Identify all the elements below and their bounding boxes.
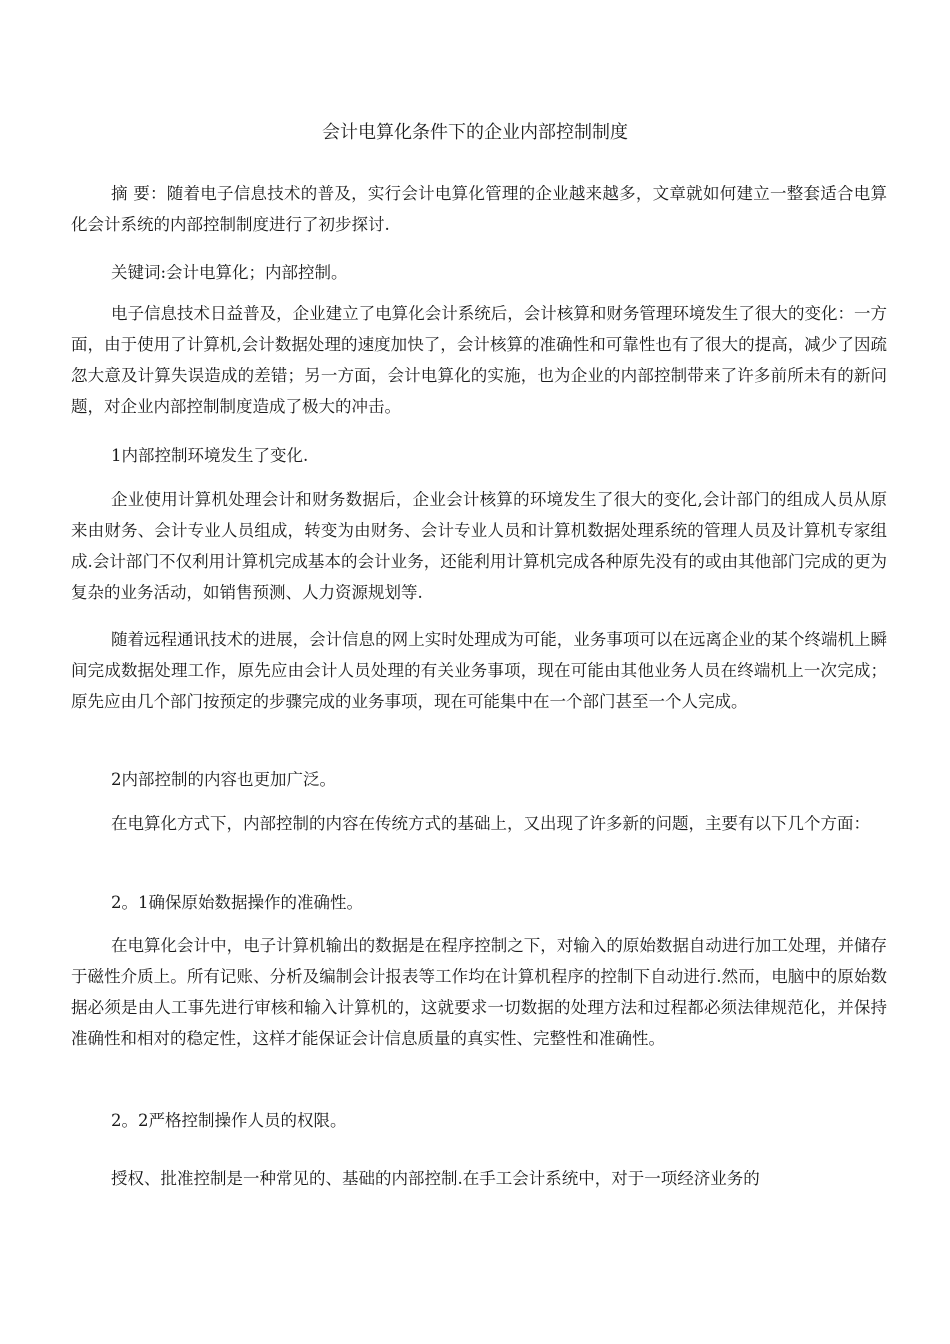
section-heading: 2内部控制的内容也更加广泛。 — [111, 770, 336, 789]
body-paragraph: 随着远程通讯技术的进展，会计信息的网上实时处理成为可能，业务事项可以在远离企业的某个终端机上瞬间完成数据处理工作，原先应由会计人员处理的有关业务事项，现在可能由其他业务人员在终端机上一次完成；原先应由几个部门按预定的步骤完成的业务事项，现在可能集中在一个部门甚至一个人完成。 — [71, 630, 887, 711]
body-paragraph: 授权、批准控制是一种常见的、基础的内部控制.在手工会计系统中，对于一项经济业务的 — [111, 1169, 760, 1188]
section-heading: 1内部控制环境发生了变化. — [111, 446, 309, 465]
body-paragraph: 电子信息技术日益普及，企业建立了电算化会计系统后，会计核算和财务管理环境发生了很大的变化：一方面，由于使用了计算机,会计数据处理的速度加快了，会计核算的准确性和可靠性也有了很大的提高，减少了因疏忽大意及计算失误造成的差错；另一方面，会计电算化的实施，也为企业的内部控制带来了许多前所未有的新问题，对企业内部控制制度造成了极大的冲击。 — [71, 304, 887, 416]
subsection-heading: 2。1确保原始数据操作的准确性。 — [111, 893, 363, 912]
keywords-paragraph: 关键词:会计电算化；内部控制。 — [111, 263, 348, 282]
document-title: 会计电算化条件下的企业内部控制制度 — [322, 122, 628, 143]
body-paragraph: 在电算化会计中，电子计算机输出的数据是在程序控制之下，对输入的原始数据自动进行加工处理，并储存于磁性介质上。所有记账、分析及编制会计报表等工作均在计算机程序的控制下自动进行.然而，电脑中的原始数据必须是由人工事先进行审核和输入计算机的，这就要求一切数据的处理方法和过程都必须法律规范化，并保持准确性和相对的稳定性，这样才能保证会计信息质量的真实性、完整性和准确性。 — [71, 936, 887, 1048]
body-paragraph: 企业使用计算机处理会计和财务数据后，企业会计核算的环境发生了很大的变化,会计部门的组成人员从原来由财务、会计专业人员组成，转变为由财务、会计专业人员和计算机数据处理系统的管理人员及计算机专家组成.会计部门不仅利用计算机完成基本的会计业务，还能利用计算机完成各种原先没有的或由其他部门完成的更为复杂的业务活动，如销售预测、人力资源规划等. — [71, 490, 887, 602]
subsection-heading: 2。2严格控制操作人员的权限。 — [111, 1111, 347, 1130]
body-paragraph: 在电算化方式下，内部控制的内容在传统方式的基础上，又出现了许多新的问题，主要有以下几个方面： — [111, 814, 870, 833]
abstract-paragraph: 摘 要：随着电子信息技术的普及，实行会计电算化管理的企业越来越多，文章就如何建立一整套适合电算化会计系统的内部控制制度进行了初步探讨. — [71, 184, 887, 234]
